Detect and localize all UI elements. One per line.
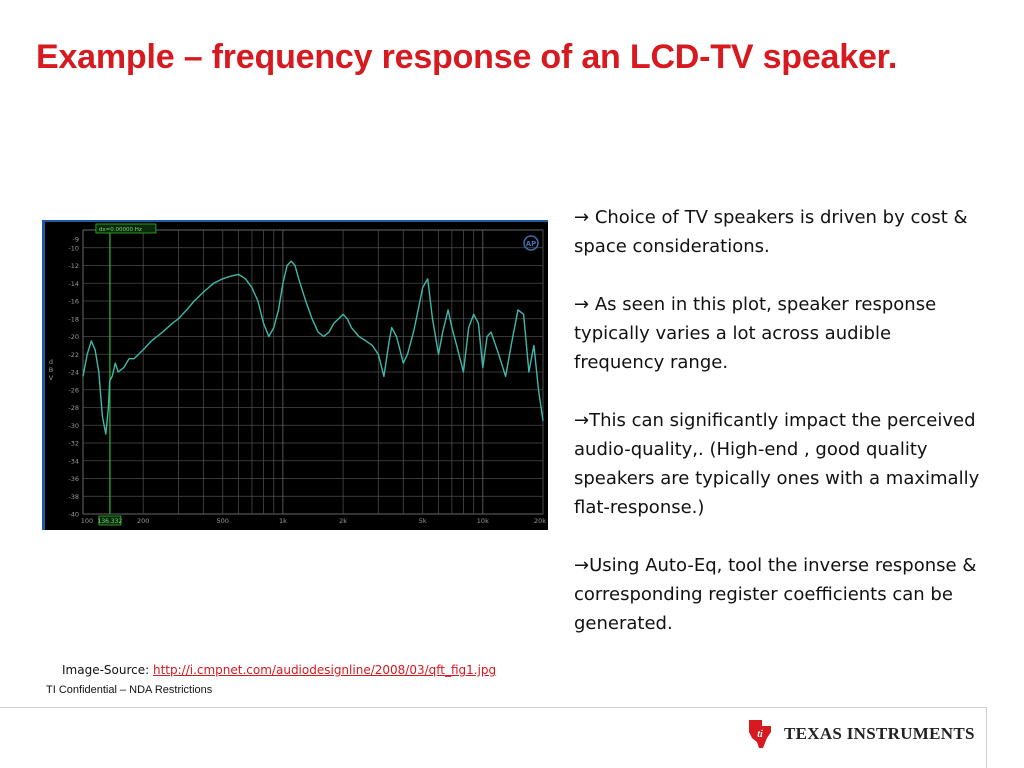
bullet-text: As seen in this plot, speaker response typically varies a lot across audible frequency range. [574,294,937,373]
confidential-notice: TI Confidential – NDA Restrictions [46,684,213,696]
arrow-icon: → [574,410,590,431]
y-tick-label: -36 [68,475,79,483]
y-axis-label: B [48,366,54,374]
y-tick-label: -16 [68,297,79,306]
y-tick-label: -24 [68,368,79,377]
arrow-icon: → [574,555,590,576]
y-tick-label: -38 [68,492,79,501]
y-axis-label: d [48,358,54,366]
y-tick-label: -18 [68,315,79,324]
watermark-text: AP [525,240,537,248]
y-tick-label: -9 [72,235,79,244]
y-tick-label: -14 [68,279,79,288]
y-tick-label: -30 [68,421,79,430]
bullet-item [574,406,984,522]
bullet-text: This can significantly impact the perceived audio-quality,. (High-end , good quality speakers are typically ones with a maximally flat-response.) [574,410,980,518]
y-tick-label: -22 [68,350,79,359]
image-source [62,663,496,677]
arrow-icon: → [574,207,590,228]
bullet-item [574,290,984,377]
bullet-item [574,203,984,261]
y-tick-label: -28 [68,404,79,412]
bullet-list [574,203,984,667]
image-source-link[interactable]: http://i.cmpnet.com/audiodesignline/2008/03/qft_fig1.jpg [152,663,497,677]
slide-title: Example – frequency response of an LCD-TV speaker. [36,38,898,76]
x-tick-label: 500 [216,517,229,525]
frequency-response-plot [45,222,548,530]
x-tick-label: 2k [339,517,348,525]
marker-label: dx=0.00000 Hz [98,227,142,233]
y-tick-label: -26 [68,386,79,395]
bullet-item [574,551,984,638]
frequency-response-chart [45,222,548,530]
bullet-text: Choice of TV speakers is driven by cost & space considerations. [574,207,968,257]
x-tick-label: 20k [533,517,547,525]
y-tick-label: -34 [68,457,79,466]
arrow-icon: → [574,294,590,315]
cursor-readout: 136.332 [97,518,123,525]
image-source-label: Image-Source: [62,663,153,677]
y-tick-label: -40 [68,510,79,519]
x-tick-label: 10k [476,517,489,525]
brand-name: TEXAS INSTRUMENTS [784,724,975,743]
y-tick-label: -12 [68,262,79,270]
y-tick-label: -32 [68,439,79,448]
svg-text:ti: ti [757,729,763,740]
y-tick-label: -20 [68,333,79,341]
ti-logo-icon [746,718,774,750]
y-axis-label: V [48,374,54,382]
x-tick-label: 5k [418,517,427,525]
x-tick-label: 200 [136,517,150,525]
bullet-text: Using Auto-Eq, tool the inverse response & corresponding register coefficients can be generated. [574,555,977,634]
footer-divider-vertical [986,707,987,768]
x-tick-label: 1k [278,517,287,525]
y-tick-label: -10 [68,244,79,253]
x-tick-label: 100 [80,517,94,525]
footer-divider [0,707,986,708]
